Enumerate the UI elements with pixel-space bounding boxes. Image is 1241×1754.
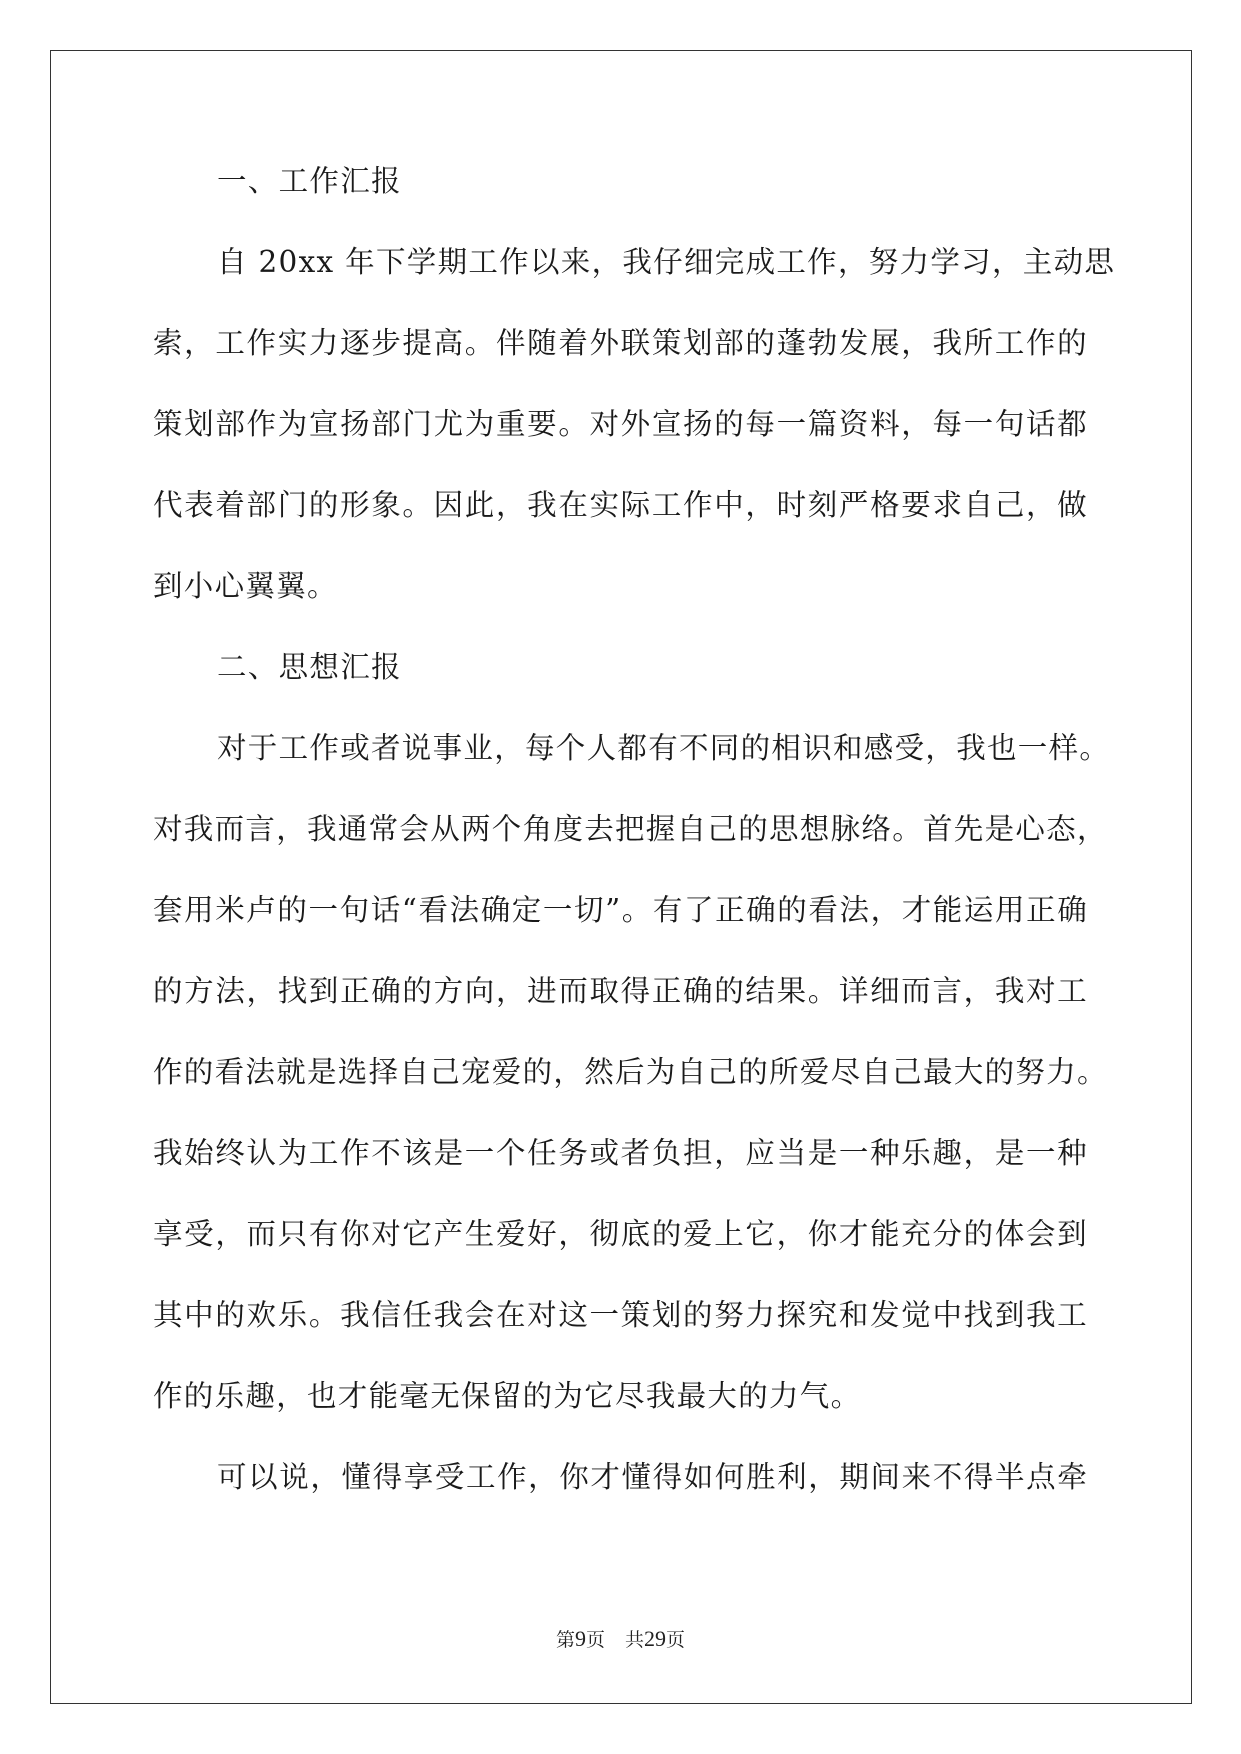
section-heading-work-report: 一、工作汇报 [217,164,402,198]
total-pages: 29 [644,1626,667,1651]
total-label-prefix: 共 [625,1629,645,1651]
section-heading-thought-report: 二、思想汇报 [217,650,402,684]
paragraph-line: 可以说，懂得享受工作，你才懂得如何胜利，期间来不得半点牵 [217,1460,1088,1494]
page-footer [0,1625,1241,1652]
paragraph-line: 对于工作或者说事业，每个人都有不同的相识和感受，我也一样。 [217,731,1111,765]
paragraph-line: 作的看法就是选择自己宠爱的，然后为自己的所爱尽自己最大的努力。 [153,1055,1108,1089]
paragraph-line: 对我而言，我通常会从两个角度去把握自己的思想脉络。首先是心态， [153,812,1108,846]
paragraph-line: 到小心翼翼。 [153,569,338,603]
paragraph-line: 其中的欢乐。我信任我会在对这一策划的努力探究和发觉中找到我工 [153,1298,1088,1332]
paragraph-line: 套用米卢的一句话“看法确定一切”。有了正确的看法，才能运用正确 [153,893,1088,927]
paragraph-line: 的方法，找到正确的方向，进而取得正确的结果。详细而言，我对工 [153,974,1088,1008]
page-label-suffix: 页 [585,1629,605,1651]
paragraph-line: 作的乐趣，也才能毫无保留的为它尽我最大的力气。 [153,1379,862,1413]
page-number: 9 [574,1626,586,1651]
paragraph-line: 代表着部门的形象。因此，我在实际工作中，时刻严格要求自己，做 [153,488,1088,522]
paragraph-line: 策划部作为宣扬部门尤为重要。对外宣扬的每一篇资料，每一句话都 [153,407,1088,441]
paragraph-line: 索，工作实力逐步提高。伴随着外联策划部的蓬勃发展，我所工作的 [153,326,1088,360]
paragraph-line: 自 20xx 年下学期工作以来，我仔细完成工作，努力学习，主动思 [217,245,1116,279]
page-label-prefix: 第 [555,1629,575,1651]
total-label-suffix: 页 [666,1629,686,1651]
paragraph-line: 我始终认为工作不该是一个任务或者负担，应当是一种乐趣，是一种 [153,1136,1088,1170]
document-body [153,163,1116,1540]
paragraph-line: 享受，而只有你对它产生爱好，彻底的爱上它，你才能充分的体会到 [153,1217,1088,1251]
